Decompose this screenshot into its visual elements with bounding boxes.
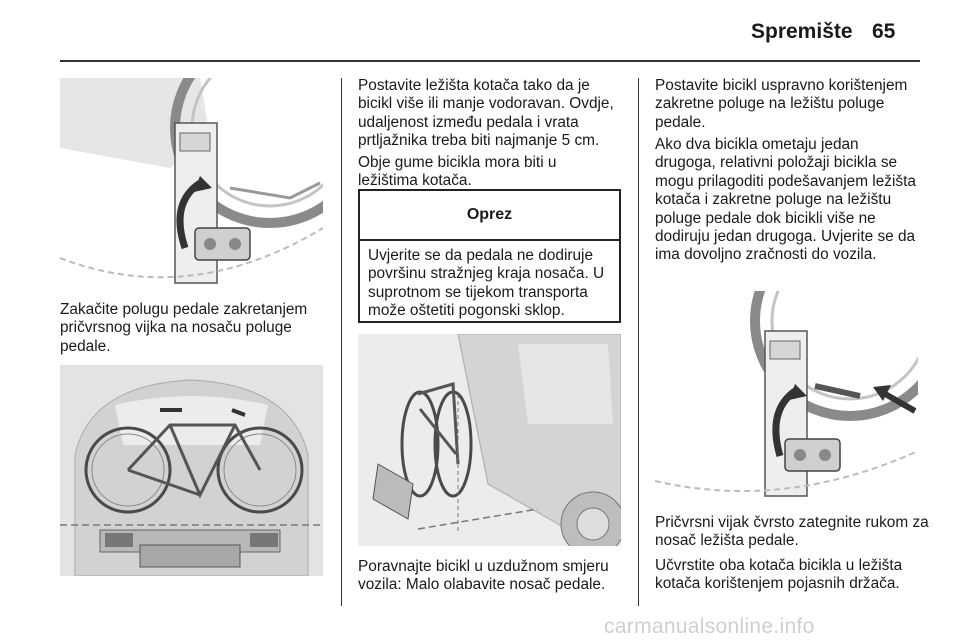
col2-paragraph-2: Obje gume bicikla mora biti u ležištima kotača. <box>358 154 557 190</box>
car-rear-bike-illustration <box>60 365 323 576</box>
bike-side-view-illustration <box>358 334 621 546</box>
col3-paragraph-2: Ako dva bicikla ometaju jedan drugoga, relativni položaji bicikla se mogu prilagoditi podešavanjem ležišta kotača i zakretne poluge na ležištu poluge pedale dok bicikli više ne dodiruju jedan drugoga. Uvjerite se da ima dovoljno zračnosti do vozila. <box>655 136 916 264</box>
watermark: carmanualsonline.info <box>604 615 815 638</box>
caution-title: Oprez <box>360 191 619 241</box>
column-divider-2 <box>638 78 639 606</box>
page-header-title: Spremište <box>751 20 853 43</box>
caution-text: Uvjerite se da pedala ne dodiruje površinu stražnjeg kraja nosača. U suprotnom se tijekom transporta može oštetiti pogonski sklop. <box>368 247 605 320</box>
col3-caption-2: Učvrstite oba kotača bicikla u ležišta kotača korištenjem pojasnih držača. <box>655 557 903 593</box>
col3-paragraph-1: Postavite bicikl uspravno korištenjem zakretne poluge na ležištu poluge pedale. <box>655 77 908 131</box>
col1-caption-1: Zakačite polugu pedale zakretanjem pričvrsnog vijka na nosaču poluge pedale. <box>60 301 308 355</box>
caution-box <box>358 189 621 323</box>
pedal-holder-illustration <box>60 78 323 290</box>
col2-paragraph-1: Postavite ležišta kotača tako da je bicikl više ili manje vodoravan. Ovdje, udaljenost između pedala i vrata prtljažnika treba biti najmanje 5 cm. <box>358 77 614 150</box>
bike-pedal-mount-illustration <box>655 291 918 502</box>
col3-caption-1: Pričvrsni vijak čvrsto zategnite rukom za nosač ležišta pedale. <box>655 514 929 550</box>
column-divider-1 <box>341 78 342 606</box>
page-number: 65 <box>872 20 896 43</box>
col2-caption: Poravnajte bicikl u uzdužnom smjeru vozila: Malo olabavite nosač pedale. <box>358 558 609 594</box>
header-divider <box>60 60 920 62</box>
